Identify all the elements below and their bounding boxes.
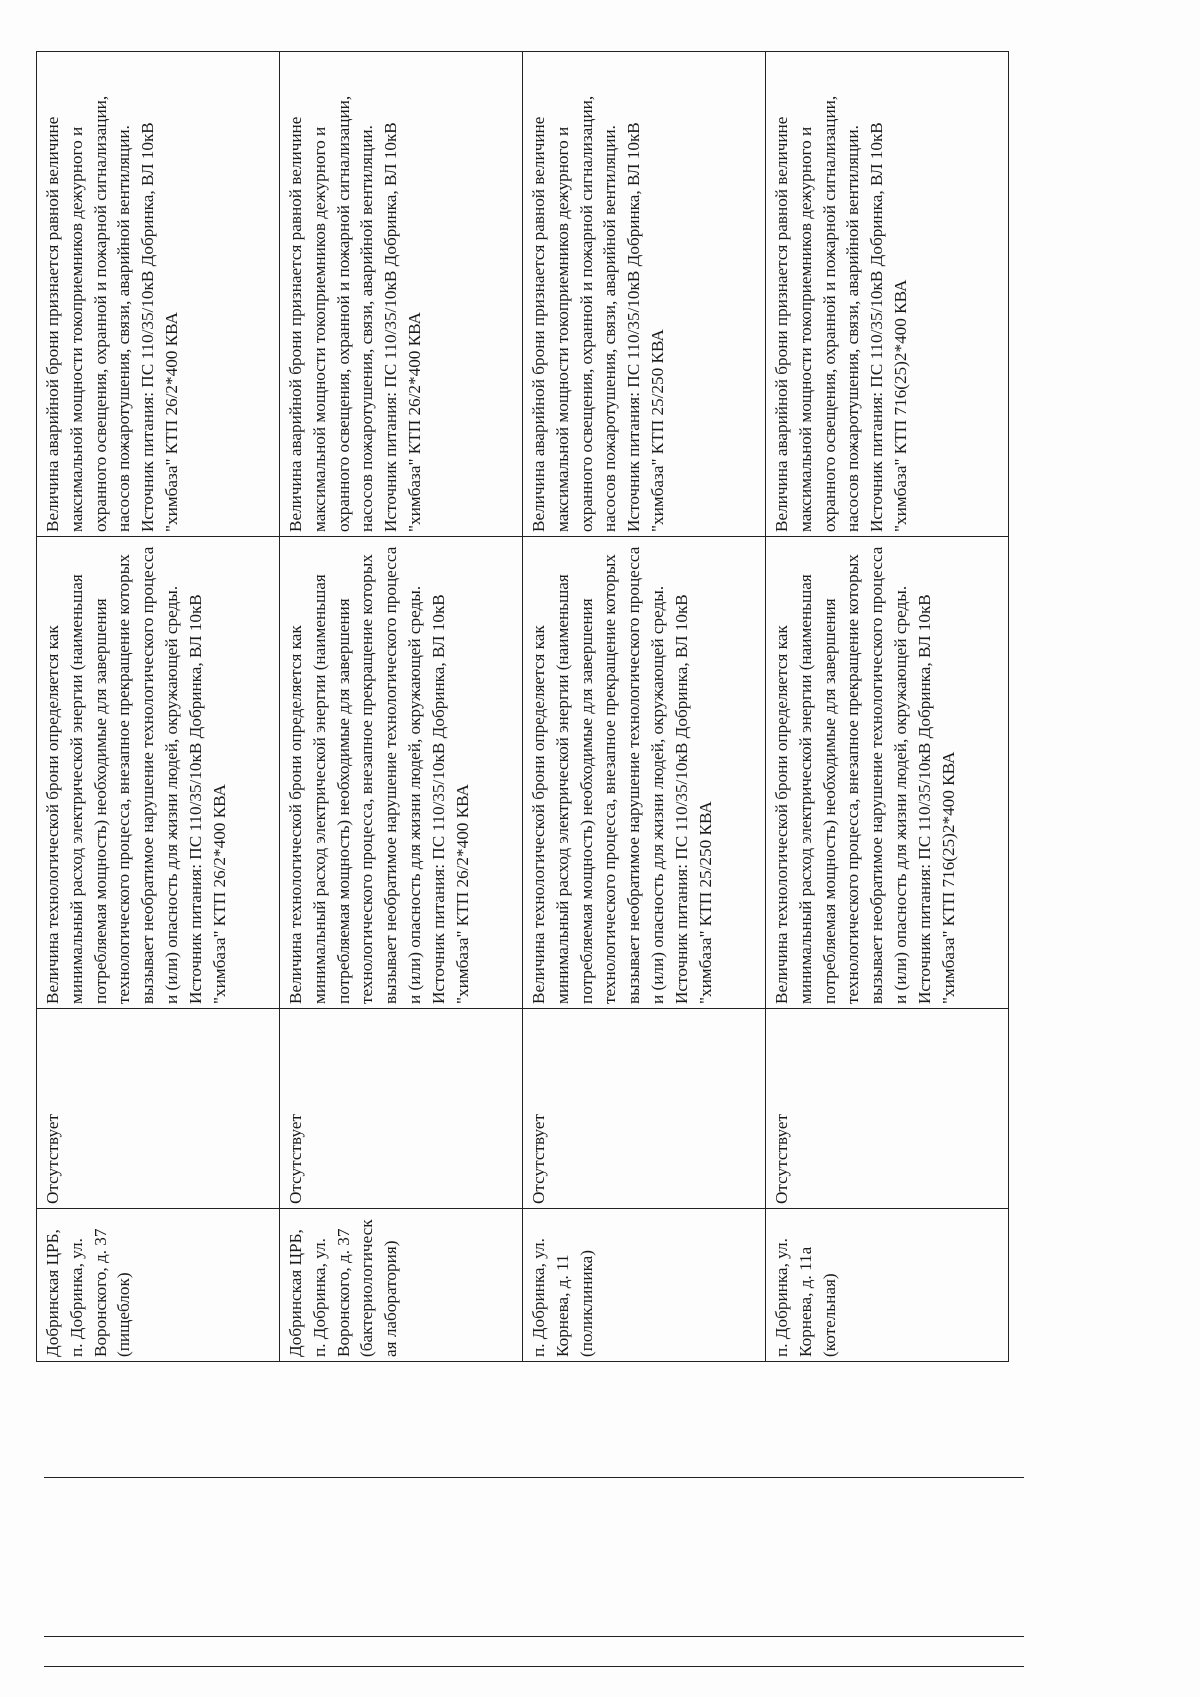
rule-line [44,1477,1024,1478]
rule-line [44,1666,1024,1667]
location-cell: п. Добринка, ул. Корнева, д. 11 (поликлиника) [523,1209,766,1362]
status-cell: Отсутствует [766,1009,1009,1209]
table-row [37,52,280,1362]
technological-reserve-cell: Величина технологической брони определяется как минимальный расход электрической энергии (наименьшая потребляемая мощность) необходимые для завершения технологического процесса, внезапное прекращение которых вызывает необратимое нарушение технологического процесса и (или) опасность для жизни людей, окружающей среды. Источник питания: ПС 110/35/10кВ Добринка, ВЛ 10кВ "химбаза" КТП 26/2*400 КВА [280,537,523,1009]
emergency-reserve-cell: Величина аварийной брони признается равной величине максимальной мощности токоприемников дежурного и охранного освещения, охранной и пожарной сигнализации, насосов пожаротушения, связи, аварийной вентиляции. Источник питания: ПС 110/35/10кВ Добринка, ВЛ 10кВ "химбаза" КТП 26/2*400 КВА [37,52,280,537]
technological-reserve-cell: Величина технологической брони определяется как минимальный расход электрической энергии (наименьшая потребляемая мощность) необходимые для завершения технологического процесса, внезапное прекращение которых вызывает необратимое нарушение технологического процесса и (или) опасность для жизни людей, окружающей среды. Источник питания: ПС 110/35/10кВ Добринка, ВЛ 10кВ "химбаза" КТП 26/2*400 КВА [37,537,280,1009]
emergency-reserve-cell: Величина аварийной брони признается равной величине максимальной мощности токоприемников дежурного и охранного освещения, охранной и пожарной сигнализации, насосов пожаротушения, связи, аварийной вентиляции. Источник питания: ПС 110/35/10кВ Добринка, ВЛ 10кВ "химбаза" КТП 716(25)2*400 КВА [766,52,1009,537]
status-cell: Отсутствует [280,1009,523,1209]
power-reserve-table [36,51,1009,1362]
technological-reserve-cell: Величина технологической брони определяется как минимальный расход электрической энергии (наименьшая потребляемая мощность) необходимые для завершения технологического процесса, внезапное прекращение которых вызывает необратимое нарушение технологического процесса и (или) опасность для жизни людей, окружающей среды. Источник питания: ПС 110/35/10кВ Добринка, ВЛ 10кВ "химбаза" КТП 25/250 КВА [523,537,766,1009]
emergency-reserve-cell: Величина аварийной брони признается равной величине максимальной мощности токоприемников дежурного и охранного освещения, охранной и пожарной сигнализации, насосов пожаротушения, связи, аварийной вентиляции. Источник питания: ПС 110/35/10кВ Добринка, ВЛ 10кВ "химбаза" КТП 26/2*400 КВА [280,52,523,537]
emergency-reserve-cell: Величина аварийной брони признается равной величине максимальной мощности токоприемников дежурного и охранного освещения, охранной и пожарной сигнализации, насосов пожаротушения, связи, аварийной вентиляции. Источник питания: ПС 110/35/10кВ Добринка, ВЛ 10кВ "химбаза" КТП 25/250 КВА [523,52,766,537]
technological-reserve-cell: Величина технологической брони определяется как минимальный расход электрической энергии (наименьшая потребляемая мощность) необходимые для завершения технологического процесса, внезапное прекращение которых вызывает необратимое нарушение технологического процесса и (или) опасность для жизни людей, окружающей среды. Источник питания: ПС 110/35/10кВ Добринка, ВЛ 10кВ "химбаза" КТП 716(25)2*400 КВА [766,537,1009,1009]
status-cell: Отсутствует [523,1009,766,1209]
status-cell: Отсутствует [37,1009,280,1209]
location-cell: Добринская ЦРБ, п. Добринка, ул. Воронского, д. 37 (пищеблок) [37,1209,280,1362]
location-cell: п. Добринка, ул. Корнева, д. 11а (котельная) [766,1209,1009,1362]
table-row [280,52,523,1362]
location-cell: Добринская ЦРБ, п. Добринка, ул. Воронского, д. 37 (бактериологическая лаборатория) [280,1209,523,1362]
rule-line [44,1636,1024,1637]
table-row [766,52,1009,1362]
table-row [523,52,766,1362]
